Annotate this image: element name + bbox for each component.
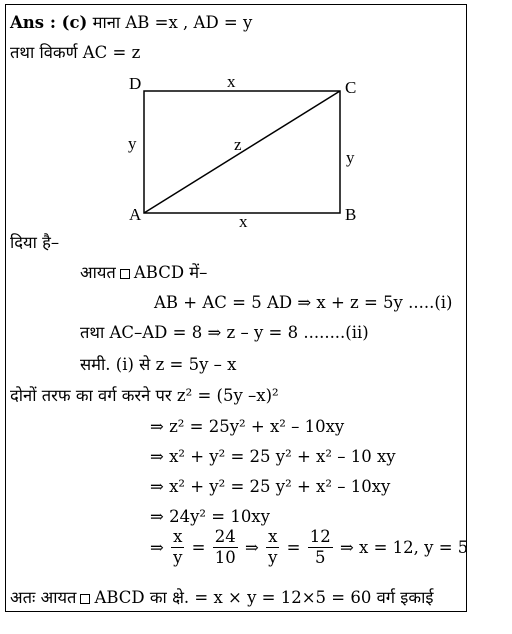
- answer-label: Ans : (c): [10, 13, 88, 32]
- fraction-12-over-5: $\frac{12}{5}$: [309, 527, 331, 567]
- given-heading: दिया है–: [10, 233, 60, 252]
- fraction-24-over-10: $\frac{24}{10}$: [214, 527, 236, 567]
- rectangle-figure: [126, 73, 366, 233]
- rectangle-symbol-icon: [120, 269, 130, 279]
- assumption-text: माना AB =x , AD = y: [87, 13, 253, 32]
- answer-line: [10, 13, 252, 33]
- vertex-b-label: B: [345, 205, 357, 224]
- ratio-step: [150, 527, 468, 568]
- top-side-label: x: [227, 73, 236, 91]
- step-1: ⇒ z² = 25y² + x² – 10xy: [150, 417, 345, 436]
- answer-box: [5, 4, 467, 612]
- rectangle-name: ABCD में–: [133, 263, 208, 282]
- implies-arrow: ⇒: [244, 537, 259, 557]
- equals-sign: =: [286, 537, 301, 557]
- fraction-x-over-y: $\frac{x}{y}$: [268, 527, 278, 567]
- implies-arrow: ⇒: [150, 537, 164, 557]
- vertex-a-label: A: [129, 205, 142, 224]
- solution-values: ⇒ x = 12, y = 5: [339, 537, 469, 557]
- squaring-step: दोनों तरफ का वर्ग करने पर z² = (5y –x)²: [10, 386, 279, 405]
- vertex-d-label: D: [129, 74, 142, 93]
- bottom-side-label: x: [239, 212, 248, 231]
- final-answer: [10, 588, 433, 608]
- from-equation-1: समी. (i) से z = 5y – x: [80, 355, 237, 374]
- therefore-text: अतः आयत: [10, 588, 77, 607]
- equals-sign: =: [191, 537, 206, 557]
- area-result: ABCD का क्षे. = x × y = 12×5 = 60 वर्ग इकाई: [94, 588, 434, 607]
- diagonal-label: z: [234, 135, 242, 154]
- step-3: ⇒ x² + y² = 25 y² + x² – 10xy: [150, 477, 391, 496]
- rectangle-intro: [80, 263, 207, 283]
- rectangle-word: आयत: [80, 263, 116, 282]
- step-2: ⇒ x² + y² = 25 y² + x² – 10 xy: [150, 447, 396, 466]
- right-side-label: y: [346, 148, 355, 167]
- left-side-label: y: [128, 134, 137, 153]
- step-4: ⇒ 24y² = 10xy: [150, 507, 270, 526]
- diagonal-line: [144, 91, 340, 213]
- diagonal-definition: तथा विकर्ण AC = z: [10, 43, 141, 62]
- equation-2: तथा AC–AD = 8 ⇒ z – y = 8 ........(ii): [80, 323, 369, 342]
- equation-1: AB + AC = 5 AD ⇒ x + z = 5y .....(i): [154, 293, 453, 312]
- fraction-x-over-y: $\frac{x}{y}$: [173, 527, 183, 567]
- vertex-c-label: C: [345, 78, 357, 97]
- rectangle-symbol-icon: [80, 594, 90, 604]
